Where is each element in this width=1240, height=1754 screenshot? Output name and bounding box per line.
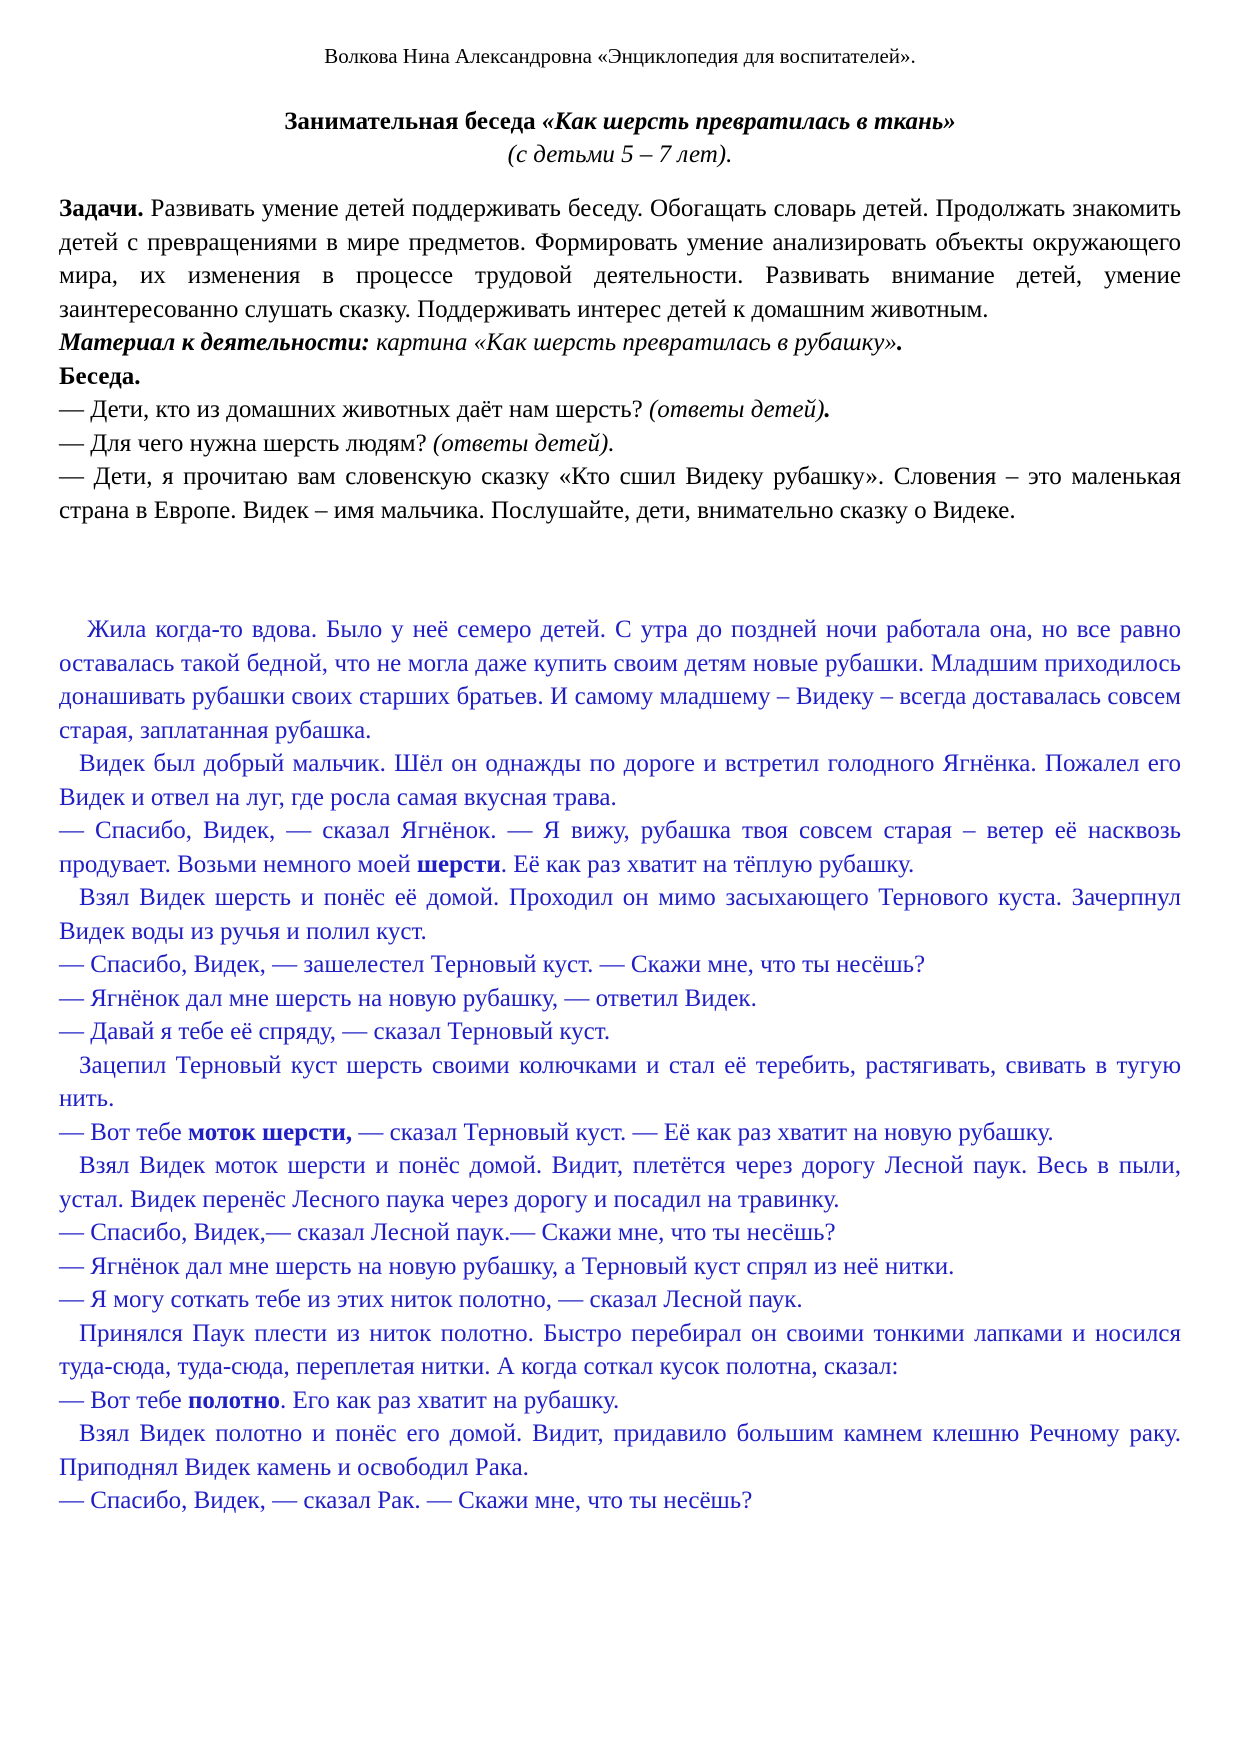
paragraph-text: — Спасибо, Видек, — сказал Рак. — Скажи мне, что ты несёшь? xyxy=(59,1487,753,1514)
emphasis-text: шерсти xyxy=(416,850,501,878)
document-header: Волкова Нина Александровна «Энциклопедия для воспитателей». xyxy=(324,44,916,68)
story-paragraph xyxy=(59,1015,1181,1049)
story-paragraph xyxy=(59,1484,1181,1518)
paragraph-text: Принялся Паук плести из ниток полотно. Быстро перебирал он своими тонкими лапками и носился туда-сюда, туда-сюда, переплетая нитки. А когда соткал кусок полотна, сказал: xyxy=(59,1319,1181,1380)
intro-paragraph xyxy=(59,192,1181,326)
paragraph-text: — Я могу соткать тебе из этих ниток полотно, — сказал Лесной паук. xyxy=(59,1286,803,1313)
story-paragraph xyxy=(59,1049,1181,1116)
story-paragraph xyxy=(59,747,1181,814)
paragraph-text: Жила когда-то вдова. Было у неё семеро детей. С утра до поздней ночи работала она, но все равно оставалась такой бедной, что не могла даже купить своим детям новые рубашки. Младшим приходилось донашивать рубашки своих старших братьев. И самому младшему – Видеку – всегда доставалась совсем старая, заплатанная рубашка. xyxy=(59,616,1181,744)
emphasis-text: (ответы детей) xyxy=(648,396,825,423)
document-subtitle: (с детьми 5 – 7 лет). xyxy=(507,141,733,168)
paragraph-text: Видек был добрый мальчик. Шёл он однажды по дороге и встретил голодного Ягнёнка. Пожалел его Видек и отвел на луг, где росла самая вкусная трава. xyxy=(59,750,1181,811)
story-paragraph xyxy=(59,1317,1181,1384)
paragraph-text: — Спасибо, Видек,— сказал Лесной паук.— Скажи мне, что ты несёшь? xyxy=(59,1219,836,1246)
paragraph-text: — Дети, я прочитаю вам словенскую сказку «Кто сшил Видеку рубашку». Словения – это маленькая страна в Европе. Видек – имя мальчика. Послушайте, дети, внимательно сказку о Видеке. xyxy=(59,463,1181,524)
document-title xyxy=(0,105,1240,138)
paragraph-text: — Спасибо, Видек, — сказал Ягнёнок. — Я вижу, рубашка твоя совсем старая – ветер её насквозь продувает. Возьми немного моей xyxy=(59,817,1181,878)
paragraph-text: — Для чего нужна шерсть людям? xyxy=(59,429,433,457)
paragraph-text: Взял Видек моток шерсти и понёс домой. Видит, плетётся через дорогу Лесной паук. Весь в пыли, устал. Видек перенёс Лесного паука через дорогу и посадил на травинку. xyxy=(59,1152,1181,1213)
intro-paragraph xyxy=(59,360,1181,394)
story-paragraph xyxy=(59,1216,1181,1250)
paragraph-text: Развивать умение детей поддерживать беседу. Обогащать словарь детей. Продолжать знакомить детей с превращениями в мире предметов. Формировать умение анализировать объекты окружающего мира, их изменения в процессе трудовой деятельности. Развивать внимание детей, умение заинтересованно слушать сказку. Поддерживать интерес детей к домашним животным. xyxy=(59,195,1181,323)
paragraph-text: — Спасибо, Видек, — зашелестел Терновый куст. — Скажи мне, что ты несёшь? xyxy=(59,951,926,978)
story-paragraph xyxy=(59,982,1181,1016)
story-paragraph xyxy=(59,948,1181,982)
paragraph-text: . Его как раз хватит на рубашку. xyxy=(280,1386,620,1414)
paragraph-text: — Ягнёнок дал мне шерсть на новую рубашку, а Терновый куст спрял из неё нитки. xyxy=(59,1252,955,1280)
story-paragraph xyxy=(59,613,1181,747)
emphasis-text: (ответы детей). xyxy=(432,429,615,457)
paragraph-text: Зацепил Терновый куст шерсть своими колючками и стал её теребить, растягивать, свивать в тугую нить. xyxy=(59,1051,1181,1112)
emphasis-text: Беседа. xyxy=(59,362,141,390)
paragraph-text: — Вот тебе xyxy=(59,1386,189,1414)
intro-paragraph xyxy=(59,326,1181,360)
emphasis-text: полотно xyxy=(188,1386,280,1414)
paragraph-text: — Давай я тебе её спряду, — сказал Терновый куст. xyxy=(59,1018,611,1045)
intro-paragraph xyxy=(59,393,1181,427)
story-paragraph xyxy=(59,1250,1181,1284)
emphasis-text: . xyxy=(824,396,831,423)
title-italic: «Как шерсть превратилась в ткань» xyxy=(541,108,956,135)
intro-section xyxy=(59,192,1181,527)
paragraph-text: Взял Видек шерсть и понёс её домой. Проходил он мимо засыхающего Тернового куста. Зачерпнул Видек воды из ручья и полил куст. xyxy=(59,884,1181,945)
emphasis-text: Задачи. xyxy=(59,195,144,222)
intro-paragraph xyxy=(59,427,1181,461)
title-plain: Занимательная беседа xyxy=(284,108,542,135)
story-paragraph xyxy=(59,1417,1181,1484)
story-paragraph xyxy=(59,881,1181,948)
emphasis-text: . xyxy=(896,329,904,356)
paragraph-text: — Вот тебе xyxy=(59,1118,189,1146)
story-paragraph xyxy=(59,1384,1181,1418)
emphasis-text: моток шерсти, xyxy=(188,1118,353,1146)
paragraph-text: — Ягнёнок дал мне шерсть на новую рубашку, — ответил Видек. xyxy=(59,984,757,1012)
intro-paragraph xyxy=(59,460,1181,527)
story-paragraph xyxy=(59,1149,1181,1216)
story-paragraph xyxy=(59,1116,1181,1150)
emphasis-text: Материал к деятельности: xyxy=(59,329,370,356)
paragraph-text: Взял Видек полотно и понёс его домой. Видит, придавило большим камнем клешню Речному раку. Приподнял Видек камень и освободил Рака. xyxy=(59,1420,1181,1481)
story-paragraph xyxy=(59,1283,1181,1317)
paragraph-text: — сказал Терновый куст. — Её как раз хватит на новую рубашку. xyxy=(352,1118,1054,1146)
paragraph-text: — Дети, кто из домашних животных даёт нам шерсть? xyxy=(59,396,649,423)
story-paragraph xyxy=(59,814,1181,881)
story-section xyxy=(59,613,1181,1518)
paragraph-text: . Её как раз хватит на тёплую рубашку. xyxy=(500,850,915,878)
emphasis-text: картина «Как шерсть превратилась в рубашку» xyxy=(369,329,897,356)
